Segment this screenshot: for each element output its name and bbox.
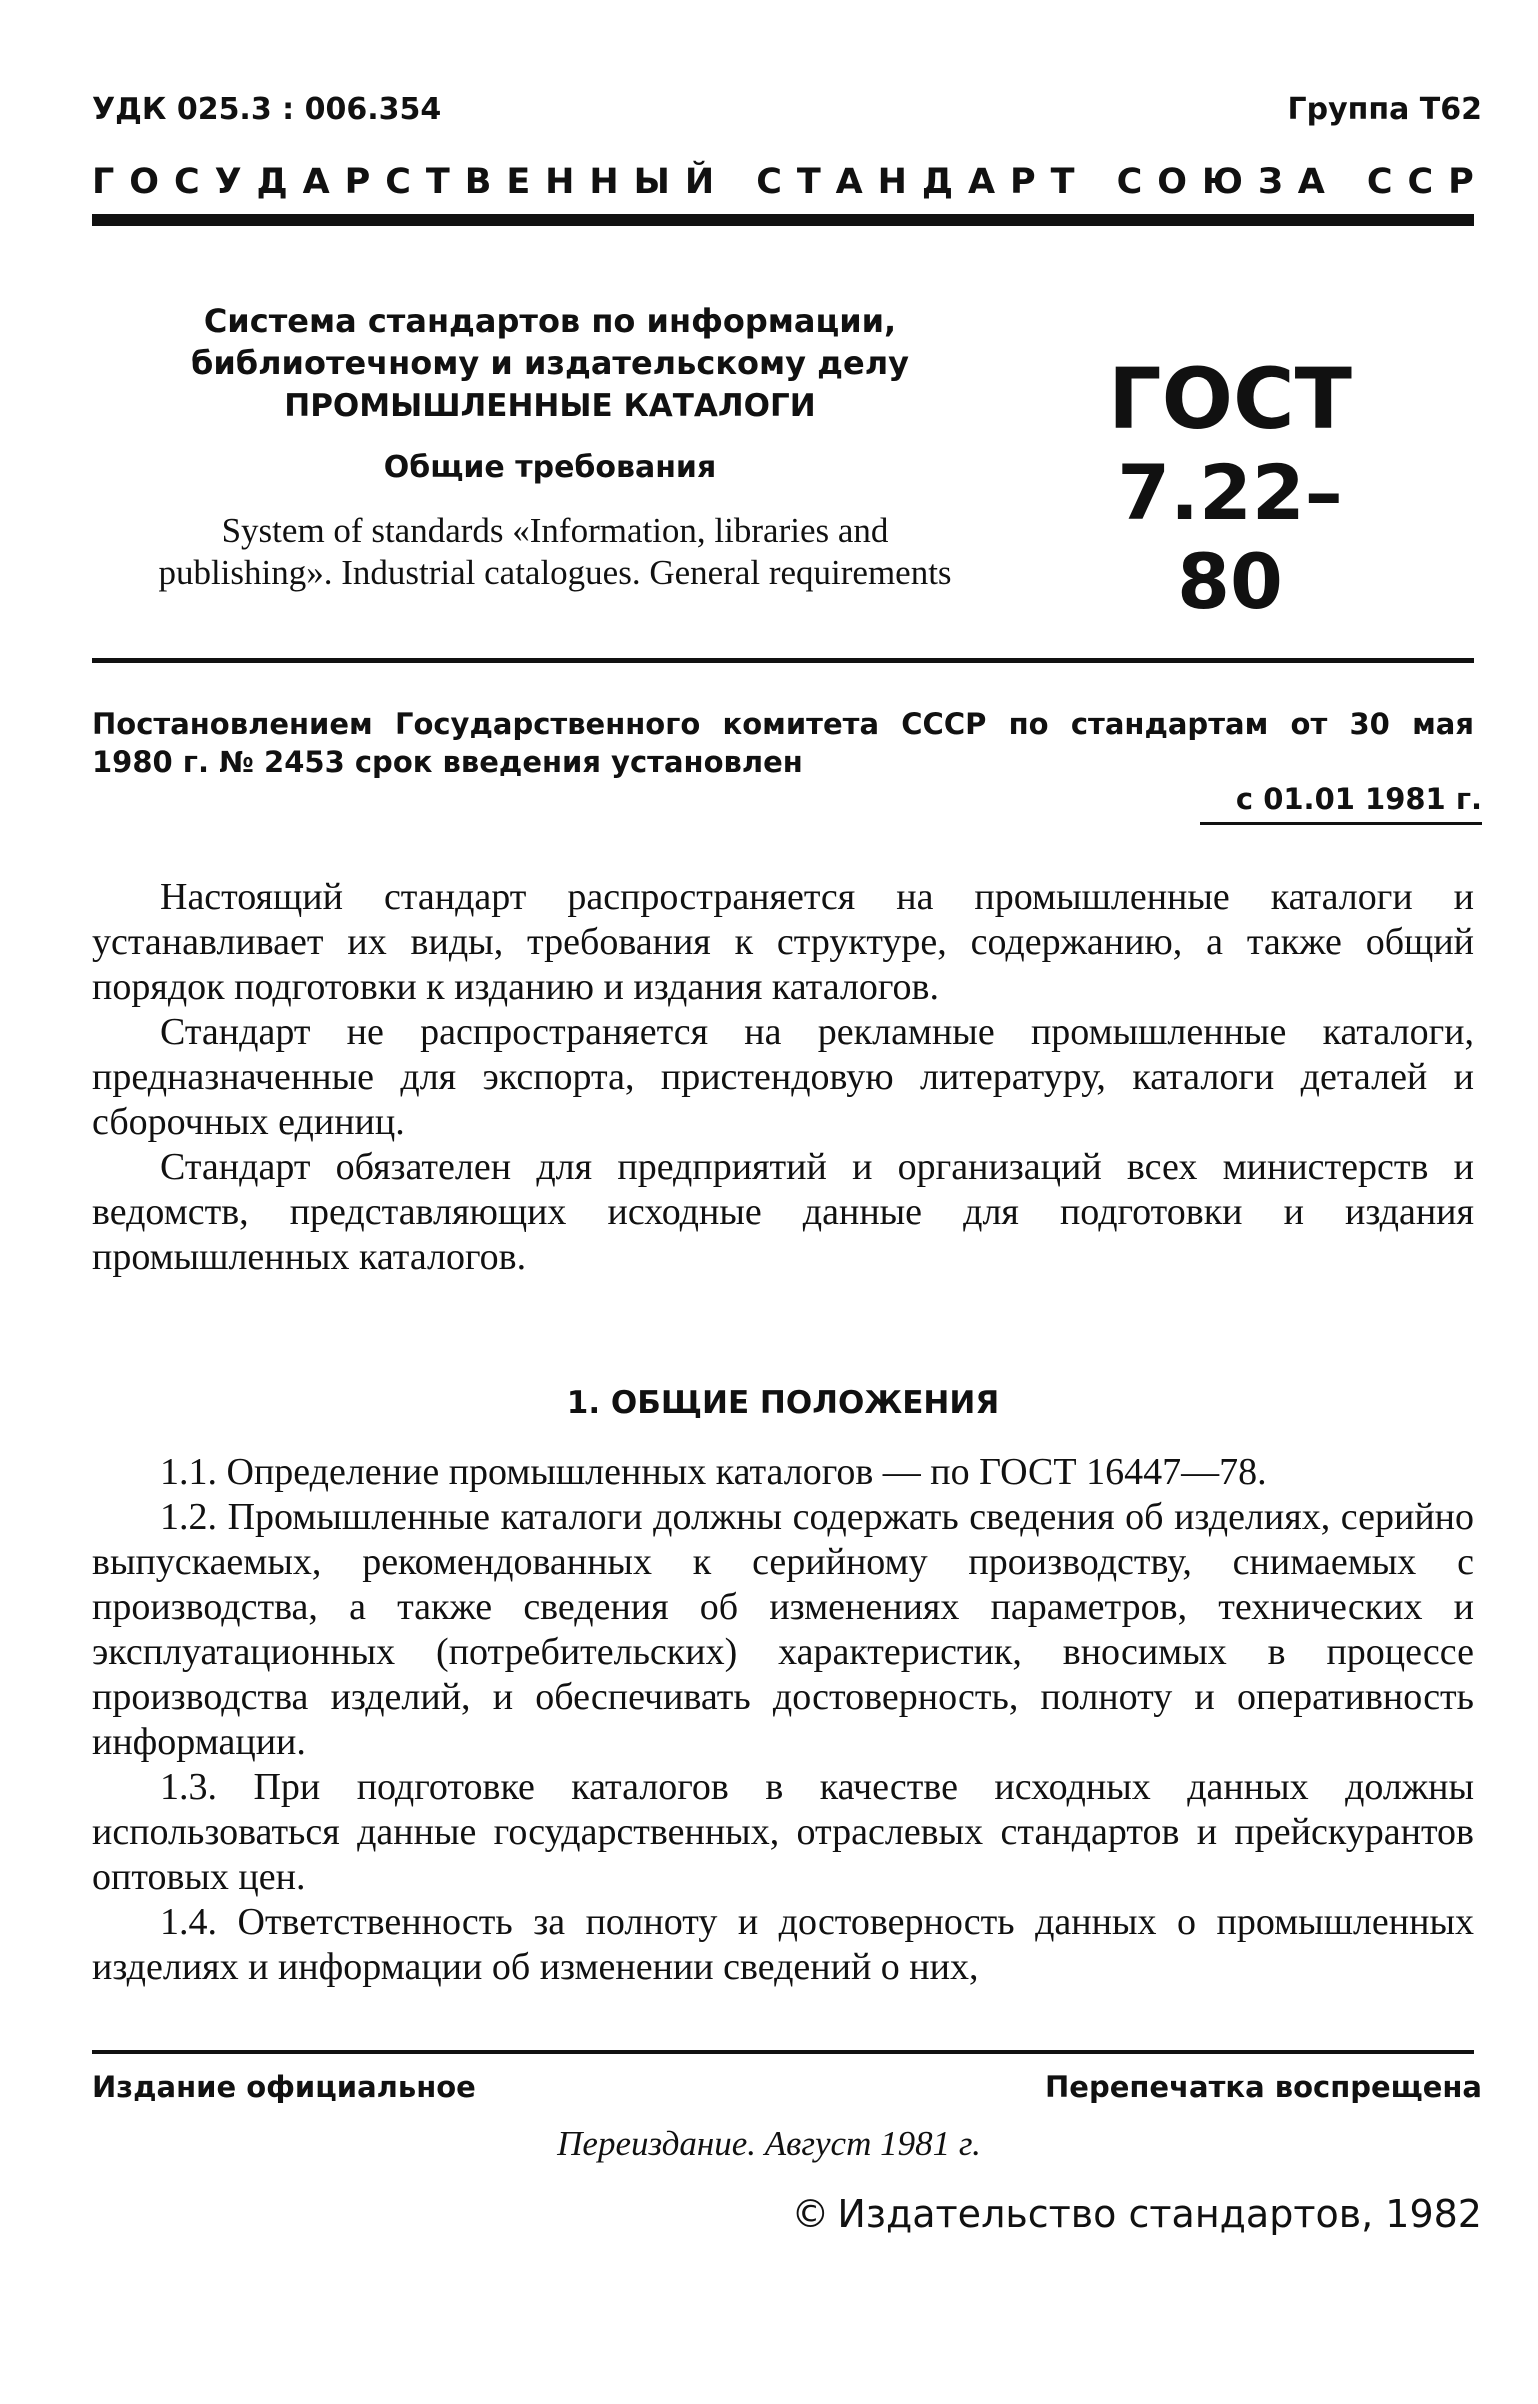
banner-letter: С: [173, 162, 200, 202]
clause-1-1: 1.1. Определение промышленных каталогов — по ГОСТ 16447—78.: [160, 1451, 1267, 1493]
banner-letter: Н: [545, 162, 575, 202]
state-standard-banner: [92, 162, 1474, 202]
banner-letter: А: [302, 162, 330, 202]
clause-1-2: 1.2. Промышленные каталоги должны содержать сведения об изделиях, серийно выпускаемых, рекомендованных к серийному производству, снимаемых с производства, а также сведения об изменениях параметров, технических и эксплуатационных (потребительских) характеристик, вносимых в процессе производства изделий, и обеспечивать достоверность, полноту и оперативность информации.: [92, 1496, 1474, 1763]
banner-letter: С: [1116, 162, 1143, 202]
copyright-icon: ©: [791, 2192, 830, 2236]
banner-space: [1340, 162, 1352, 202]
decree-line2: 1980 г. № 2453 срок введения установлен: [92, 745, 803, 779]
banner-letter: Д: [256, 162, 288, 202]
banner-letter: Р: [1010, 162, 1036, 202]
effective-date: с 01.01 1981 г.: [1200, 782, 1482, 825]
banner-letter: Н: [877, 162, 907, 202]
banner-letter: Р: [344, 162, 371, 202]
section-heading: 1. ОБЩИЕ ПОЛОЖЕНИЯ: [566, 1385, 1000, 1421]
banner-letter: Й: [684, 162, 715, 202]
banner-letter: Н: [589, 162, 619, 202]
banner-letter: С: [1366, 162, 1393, 202]
banner-letter: Т: [1050, 162, 1075, 202]
banner-letter: Д: [921, 162, 954, 202]
english-title: [150, 510, 960, 594]
top-rule: [92, 214, 1474, 226]
intro-paragraph: Настоящий стандарт распространяется на промышленные каталоги и устанавливает их виды, требования к структуре, содержанию, а также общий порядок подготовки к изданию и издания каталогов.: [92, 876, 1474, 1008]
copyright: [791, 2192, 1482, 2236]
banner-letter: С: [756, 162, 782, 202]
english-title-line2: publishing». Industrial catalogues. General requirements: [158, 553, 952, 592]
banner-letter: З: [1257, 162, 1283, 202]
gost-label: ГОСТ: [1108, 350, 1352, 448]
banner-letter: Е: [506, 162, 531, 202]
banner-letter: В: [464, 162, 492, 202]
middle-rule: [92, 658, 1474, 663]
banner-letter: Ю: [1201, 162, 1243, 202]
banner-letter: А: [1297, 162, 1325, 202]
banner-letter: Т: [796, 162, 821, 202]
reissue-note: Переиздание. Август 1981 г.: [557, 2124, 981, 2163]
copyright-text: Издательство стандартов, 1982: [837, 2192, 1482, 2236]
gost-number: 7.22–80: [1117, 448, 1343, 626]
banner-letter: С: [1407, 162, 1434, 202]
bottom-rule: [92, 2050, 1474, 2054]
banner-letter: С: [385, 162, 411, 202]
intro-paragraph: Стандарт обязателен для предприятий и организаций всех министерств и ведомств, представляющих исходные данные для подготовки и издания промышленных каталогов.: [92, 1146, 1474, 1278]
udk-code: УДК 025.3 : 006.354: [92, 92, 442, 127]
banner-letter: О: [129, 162, 160, 202]
decree-line1: Постановлением Государственного комитета СССР по стандартам от 30 мая: [92, 707, 1474, 741]
banner-space: [729, 162, 741, 202]
document-title: ПРОМЫШЛЕННЫЕ КАТАЛОГИ: [284, 388, 816, 424]
banner-letter: Р: [1448, 162, 1474, 202]
clause-1-3: 1.3. При подготовке каталогов в качестве исходных данных должны использоваться данные государственных, отраслевых стандартов и прейскурантов оптовых цен.: [92, 1766, 1474, 1898]
reprint-prohibited: Перепечатка воспрещена: [1045, 2070, 1482, 2104]
system-title: [160, 300, 940, 384]
banner-letter: А: [835, 162, 863, 202]
english-title-line1: System of standards «Information, libraries and: [221, 511, 889, 550]
banner-letter: Т: [425, 162, 450, 202]
banner-space: [1089, 162, 1101, 202]
edition-official: Издание официальное: [92, 2070, 476, 2104]
section-body: [92, 1450, 1474, 1990]
system-title-line2: библиотечному и издательскому делу: [190, 344, 910, 382]
intro-text: [92, 875, 1474, 1280]
banner-letter: У: [214, 162, 242, 202]
banner-letter: О: [1157, 162, 1187, 202]
banner-letter: Ы: [633, 162, 670, 202]
system-title-line1: Система стандартов по информации,: [203, 302, 897, 340]
banner-letter: А: [968, 162, 996, 202]
banner-letter: Г: [92, 162, 115, 202]
clause-1-4: 1.4. Ответственность за полноту и достоверность данных о промышленных изделиях и информации об изменении сведений о них,: [92, 1901, 1474, 1988]
document-subtitle: Общие требования: [383, 450, 717, 485]
intro-paragraph: Стандарт не распространяется на рекламные промышленные каталоги, предназначенные для экспорта, пристендовую литературу, каталоги деталей и сборочных единиц.: [92, 1011, 1474, 1143]
group-code: Группа Т62: [1287, 92, 1482, 127]
